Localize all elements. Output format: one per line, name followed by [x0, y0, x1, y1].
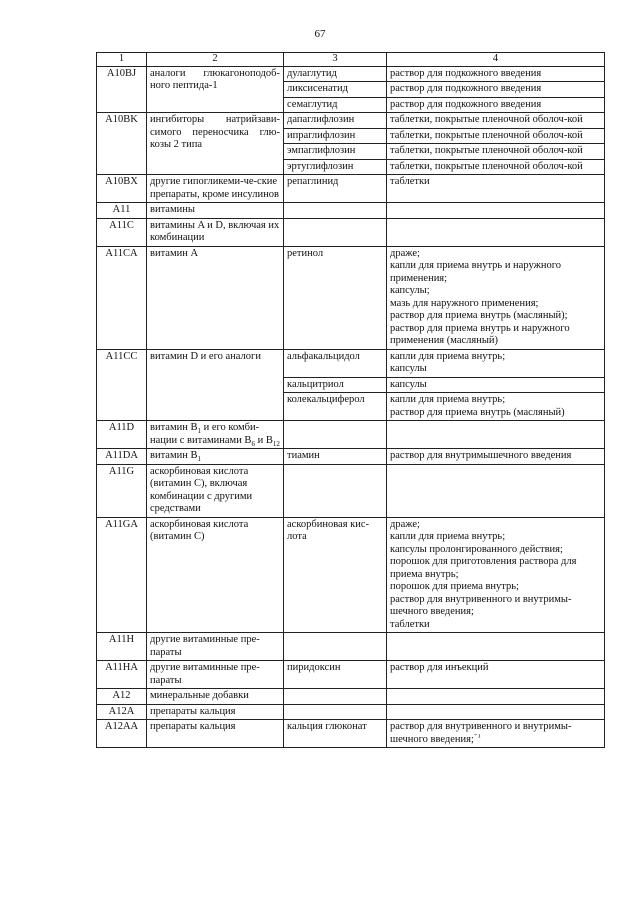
empty-cell — [284, 464, 387, 517]
table-row — [97, 203, 605, 219]
atc-code: A11H — [97, 633, 147, 661]
dosage-form-line — [390, 734, 601, 747]
dosage-forms — [387, 349, 605, 377]
group-text: B — [265, 434, 273, 446]
atc-code: A11C — [97, 218, 147, 246]
dosage-forms — [387, 246, 605, 349]
atc-code: A12AA — [97, 720, 147, 748]
table-row — [97, 246, 605, 349]
atc-code: A11GA — [97, 517, 147, 633]
group-name: аскорбиновая кислота (витамин C), включая комбинации с другими средствами — [147, 464, 284, 517]
dosage-form: капсулы — [387, 377, 605, 393]
empty-cell — [387, 218, 605, 246]
group-text: и — [254, 434, 264, 446]
group-name: препараты кальция — [147, 720, 284, 748]
table-row — [97, 66, 605, 82]
drug-name: дапаглифлозин — [284, 113, 387, 129]
dosage-form-line: раствор для приема внутрь (масляный); — [390, 310, 568, 321]
dosage-form: раствор для подкожного введения — [387, 82, 605, 98]
dosage-form-line: капсулы пролонгированного действия; — [390, 543, 563, 555]
atc-code: A11DA — [97, 449, 147, 465]
atc-code: A10BJ — [97, 66, 147, 113]
dosage-form-line: порошок для приема внутрь; — [390, 581, 519, 592]
drug-name: дулаглутид — [284, 66, 387, 82]
table-row — [97, 517, 605, 633]
group-name: препараты кальция — [147, 704, 284, 720]
dosage-form-line: капли для приема внутрь; — [390, 350, 506, 362]
column-header-1: 1 — [97, 53, 147, 67]
empty-cell — [284, 689, 387, 705]
group-name — [147, 449, 284, 465]
column-header-2: 2 — [147, 53, 284, 67]
dosage-form: таблетки, покрытые пленочной оболоч-кой — [387, 113, 605, 129]
dosage-form: раствор для подкожного введения — [387, 97, 605, 113]
empty-cell — [387, 464, 605, 517]
column-header-4: 4 — [387, 53, 605, 67]
subscript: 12 — [272, 439, 280, 448]
dosage-form-line: раствор для приема внутрь (масляный) — [390, 406, 565, 418]
table-row — [97, 349, 605, 377]
drug-name: тиамин — [284, 449, 387, 465]
table-row — [97, 689, 605, 705]
drug-name: семаглутид — [284, 97, 387, 113]
dosage-form-line: раствор для приема внутрь и наружного — [390, 322, 570, 334]
dosage-form-line: применения (масляный) — [390, 335, 499, 346]
empty-cell — [387, 633, 605, 661]
subscript: 6 — [251, 439, 255, 448]
subscript: 1 — [197, 455, 201, 464]
footnote-mark: *1 — [473, 733, 481, 739]
dosage-forms — [387, 720, 605, 748]
dosage-form: раствор для инъекций — [387, 661, 605, 689]
dosage-form-line: капли для приема внутрь; — [390, 394, 506, 405]
table-row — [97, 421, 605, 449]
drug-name: ликсисенатид — [284, 82, 387, 98]
empty-cell — [387, 689, 605, 705]
table-row — [97, 704, 605, 720]
atc-code: A12 — [97, 689, 147, 705]
group-name — [147, 421, 284, 449]
group-text: витамин B — [150, 422, 198, 433]
atc-code: A11CA — [97, 246, 147, 349]
group-text: нации с витаминами B — [150, 434, 252, 446]
subscript: 1 — [197, 427, 201, 436]
dosage-form-line: порошок для приготовления раствора для — [390, 556, 577, 567]
empty-cell — [387, 704, 605, 720]
dosage-form-line: раствор для внутривенного и внутримы- — [390, 593, 572, 605]
empty-cell — [284, 633, 387, 661]
group-text: и его комби- — [200, 422, 260, 433]
group-name: минеральные добавки — [147, 689, 284, 705]
drug-name: кальцитриол — [284, 377, 387, 393]
page-number: 67 — [314, 28, 326, 40]
atc-code: A11G — [97, 464, 147, 517]
dosage-form-line: раствор для внутривенного и внутримы- — [390, 721, 572, 732]
drug-name: ретинол — [284, 246, 387, 349]
drug-name: кальция глюконат — [284, 720, 387, 748]
group-name: аскорбиновая кислота (витамин C) — [147, 517, 284, 633]
column-header-3: 3 — [284, 53, 387, 67]
group-name: ингибиторы натрийзави-симого переносчика глю-козы 2 типа — [147, 113, 284, 175]
drug-name: эмпаглифлозин — [284, 144, 387, 160]
drug-name: ипраглифлозин — [284, 128, 387, 144]
dosage-form: таблетки — [387, 175, 605, 203]
drug-name: аскорбиновая кис-лота — [284, 517, 387, 633]
atc-code: A11HA — [97, 661, 147, 689]
table-row — [97, 720, 605, 748]
empty-cell — [284, 704, 387, 720]
drug-table — [96, 52, 605, 748]
dosage-form: раствор для внутримышечного введения — [387, 449, 605, 465]
dosage-form-line: капсулы — [390, 363, 427, 374]
empty-cell — [284, 203, 387, 219]
dosage-forms — [387, 517, 605, 633]
drug-name: эртуглифлозин — [284, 159, 387, 175]
empty-cell — [284, 218, 387, 246]
atc-code: A12A — [97, 704, 147, 720]
group-text: витамин B — [150, 450, 198, 461]
table-row — [97, 113, 605, 129]
dosage-form-line: капсулы; — [390, 285, 430, 296]
dosage-form-line: применения; — [390, 272, 448, 284]
empty-cell — [387, 203, 605, 219]
dosage-form-line: приема внутрь; — [390, 568, 459, 580]
table-row — [97, 449, 605, 465]
group-name: аналоги глюкагоноподоб-ного пептида-1 — [147, 66, 284, 113]
group-name: витамин A — [147, 246, 284, 349]
dosage-form-line: капли для приема внутрь; — [390, 531, 506, 542]
header-row — [97, 53, 605, 67]
dosage-form-line: драже; — [390, 518, 420, 530]
drug-name: альфакальцидол — [284, 349, 387, 377]
group-name: другие витаминные пре-параты — [147, 633, 284, 661]
dosage-form-text: шечного введения; — [390, 733, 474, 745]
group-name: другие витаминные пре-параты — [147, 661, 284, 689]
atc-code: A11 — [97, 203, 147, 219]
atc-code: A10BX — [97, 175, 147, 203]
atc-code: A11D — [97, 421, 147, 449]
dosage-form-line: шечного введения; — [390, 606, 474, 617]
dosage-form: таблетки, покрытые пленочной оболоч-кой — [387, 144, 605, 160]
empty-cell — [284, 421, 387, 449]
table-row — [97, 633, 605, 661]
table-row — [97, 175, 605, 203]
dosage-form-line: капли для приема внутрь и наружного — [390, 260, 561, 271]
drug-name: колекальциферол — [284, 393, 387, 421]
group-name: витамины A и D, включая их комбинации — [147, 218, 284, 246]
table-row — [97, 218, 605, 246]
atc-code: A11CC — [97, 349, 147, 421]
table-row — [97, 661, 605, 689]
dosage-form-line: таблетки — [390, 618, 430, 630]
dosage-forms — [387, 393, 605, 421]
group-name: витамины — [147, 203, 284, 219]
dosage-form-line: драже; — [390, 247, 420, 259]
table-row — [97, 464, 605, 517]
dosage-form: таблетки, покрытые пленочной оболоч-кой — [387, 128, 605, 144]
group-name: витамин D и его аналоги — [147, 349, 284, 421]
drug-name: репаглинид — [284, 175, 387, 203]
group-name: другие гипогликеми-че-ские препараты, кроме инсулинов — [147, 175, 284, 203]
drug-name: пиридоксин — [284, 661, 387, 689]
dosage-form-line: мазь для наружного применения; — [390, 297, 539, 309]
dosage-form: раствор для подкожного введения — [387, 66, 605, 82]
atc-code: A10BK — [97, 113, 147, 175]
empty-cell — [387, 421, 605, 449]
dosage-form: таблетки, покрытые пленочной оболоч-кой — [387, 159, 605, 175]
